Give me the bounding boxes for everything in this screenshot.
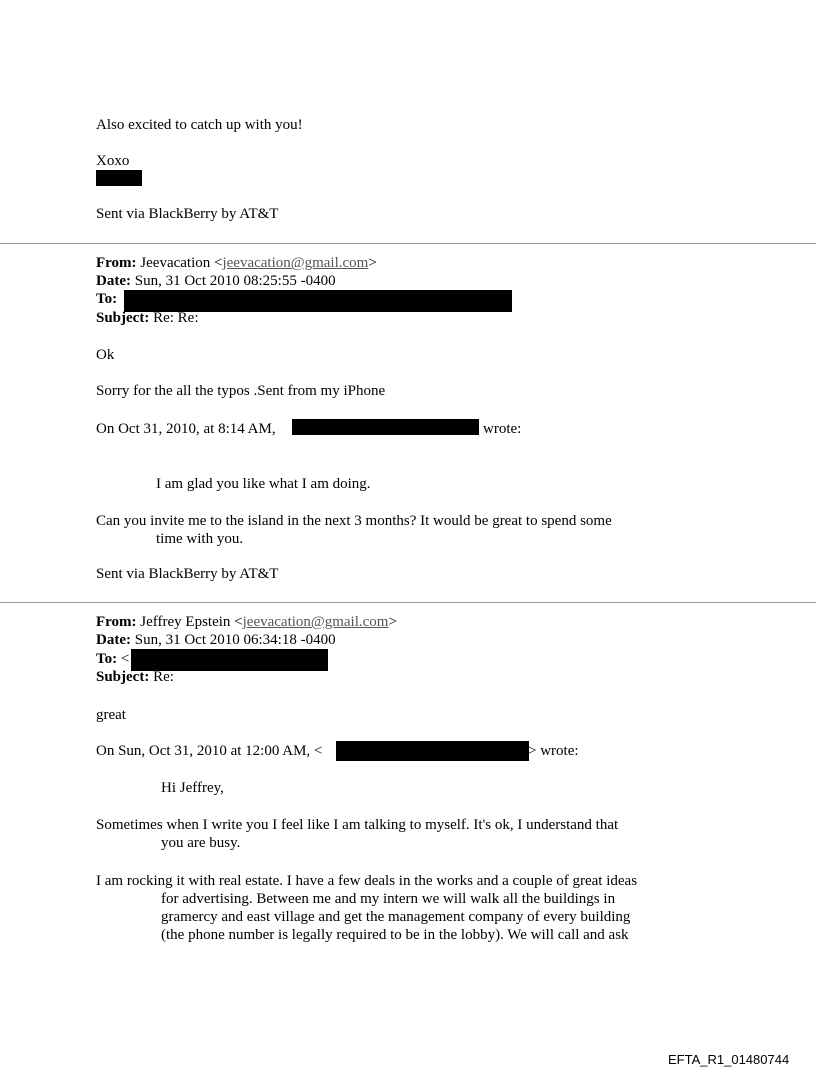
from-label: From: <box>96 614 137 630</box>
subject-value: Re: Re: <box>153 310 199 326</box>
quote-intro-pre: On Oct 31, 2010, at 8:14 AM, <box>96 421 276 437</box>
from-close: > <box>388 614 397 630</box>
body-line: Also excited to catch up with you! <box>96 117 303 133</box>
from-label: From: <box>96 255 137 271</box>
from-name: Jeevacation < <box>140 255 223 271</box>
date-label: Date: <box>96 273 131 289</box>
redaction-block <box>96 170 142 186</box>
message-divider <box>0 602 816 603</box>
quoted-line: I am glad you like what I am doing. <box>156 476 371 492</box>
body-line: Ok <box>96 347 115 363</box>
date-line <box>96 631 336 649</box>
quoted-line: for advertising. Between me and my intern we will walk all the buildings in <box>161 891 616 907</box>
subject-value: Re: <box>153 669 174 685</box>
quoted-line: you are busy. <box>161 835 241 851</box>
date-line <box>96 272 336 290</box>
quoted-line: (the phone number is legally required to be in the lobby). We will call and ask <box>161 927 629 943</box>
to-prefix: < <box>120 651 130 667</box>
date-label: Date: <box>96 632 131 648</box>
quote-intro-pre: On Sun, Oct 31, 2010 at 12:00 AM, < <box>96 743 323 759</box>
closing-text: Xoxo <box>96 153 130 169</box>
to-label: To: <box>96 651 118 667</box>
signature-line: Sent via BlackBerry by AT&T <box>96 206 279 222</box>
quote-intro-post: wrote: <box>483 421 522 437</box>
from-email-link[interactable]: jeevacation@gmail.com <box>222 255 369 271</box>
from-line <box>96 613 397 631</box>
quoted-line: Sometimes when I write you I feel like I am talking to myself. It's ok, I understand that <box>96 817 619 833</box>
from-close: > <box>368 255 377 271</box>
quote-intro-post: > wrote: <box>528 743 579 759</box>
quoted-line: time with you. <box>156 531 244 547</box>
date-value: Sun, 31 Oct 2010 08:25:55 -0400 <box>134 273 336 289</box>
subject-label: Subject: <box>96 310 150 326</box>
date-value: Sun, 31 Oct 2010 06:34:18 -0400 <box>134 632 336 648</box>
quoted-line: Can you invite me to the island in the next 3 months? It would be great to spend some <box>96 513 612 529</box>
from-line <box>96 254 377 272</box>
subject-label: Subject: <box>96 669 150 685</box>
to-label: To: <box>96 291 118 307</box>
to-line <box>96 290 117 308</box>
to-line <box>96 650 129 668</box>
document-id: EFTA_R1_01480744 <box>668 1052 790 1067</box>
redaction-block <box>336 741 529 761</box>
body-line: Sorry for the all the typos .Sent from my iPhone <box>96 383 386 399</box>
greeting-line: Hi Jeffrey, <box>161 780 224 796</box>
from-name: Jeffrey Epstein < <box>140 614 243 630</box>
body-line: great <box>96 707 126 723</box>
subject-line <box>96 668 174 686</box>
from-email-link[interactable]: jeevacation@gmail.com <box>242 614 389 630</box>
signature-line: Sent via BlackBerry by AT&T <box>96 566 279 582</box>
redaction-block <box>292 419 479 435</box>
subject-line <box>96 309 199 327</box>
quoted-line: gramercy and east village and get the management company of every building <box>161 909 631 925</box>
quote-intro <box>96 420 276 438</box>
message-divider <box>0 243 816 244</box>
quoted-line: I am rocking it with real estate. I have a few deals in the works and a couple of great ideas <box>96 873 638 889</box>
